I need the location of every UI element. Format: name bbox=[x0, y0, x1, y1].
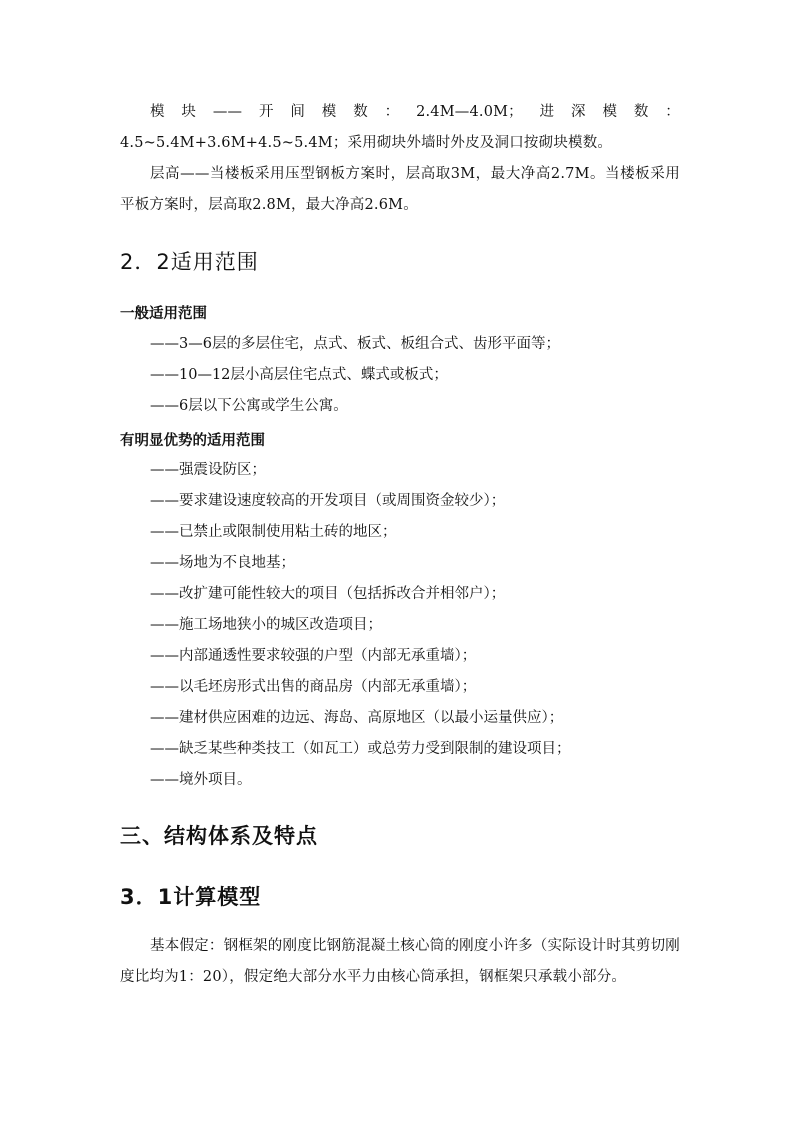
list-item: ——改扩建可能性较大的项目（包括拆改合并相邻户）； bbox=[150, 586, 506, 602]
list-item: ——强震设防区； bbox=[150, 462, 266, 478]
list-item: ——要求建设速度较高的开发项目（或周围资金较少）； bbox=[150, 493, 506, 509]
list-item: ——场地为不良地基； bbox=[150, 555, 295, 571]
subheading-general-scope: 一般适用范围 bbox=[120, 306, 207, 322]
list-item: ——境外项目。 bbox=[150, 772, 252, 788]
section-heading-3-1: 3．1计算模型 bbox=[120, 885, 262, 909]
advantage-scope-list bbox=[150, 455, 571, 796]
list-item: ——建材供应困难的边远、海岛、高原地区（以最小运量供应）； bbox=[150, 710, 564, 726]
paragraph-floor-height: 层高——当楼板采用压型钢板方案时，层高取3M，最大净高2.7M。当楼板采用平板方案时，层高取2.8M，最大净高2.6M。 bbox=[120, 166, 680, 213]
list-item: ——6层以下公寓或学生公寓。 bbox=[150, 398, 348, 414]
paragraph-modulus: 模块——开间模数：2.4M—4.0M；进深模数：4.5~5.4M+3.6M+4.5~5.4M；采用砌块外墙时外皮及洞口按砌块模数。 bbox=[120, 104, 680, 151]
chapter-heading-3: 三、结构体系及特点 bbox=[120, 824, 318, 848]
list-item: ——缺乏某些种类技工（如瓦工）或总劳力受到限制的建设项目； bbox=[150, 741, 571, 757]
list-item: ——已禁止或限制使用粘土砖的地区； bbox=[150, 524, 397, 540]
list-item: ——3—6层的多层住宅，点式、板式、板组合式、齿形平面等； bbox=[150, 336, 560, 352]
list-item: ——以毛坯房形式出售的商品房（内部无承重墙）； bbox=[150, 679, 477, 695]
section-heading-2-2: 2．2适用范围 bbox=[120, 250, 259, 274]
paragraph-calculation-model: 基本假定：钢框架的刚度比钢筋混凝土核心筒的刚度小许多（实际设计时其剪切刚度比均为1：20），假定绝大部分水平力由核心筒承担，钢框架只承载小部分。 bbox=[120, 938, 680, 985]
general-scope-list bbox=[150, 329, 560, 422]
list-item: ——10—12层小高层住宅点式、蝶式或板式； bbox=[150, 367, 448, 383]
subheading-advantage-scope: 有明显优势的适用范围 bbox=[120, 433, 265, 449]
list-item: ——内部通透性要求较强的户型（内部无承重墙）； bbox=[150, 648, 477, 664]
list-item: ——施工场地狭小的城区改造项目； bbox=[150, 617, 382, 633]
